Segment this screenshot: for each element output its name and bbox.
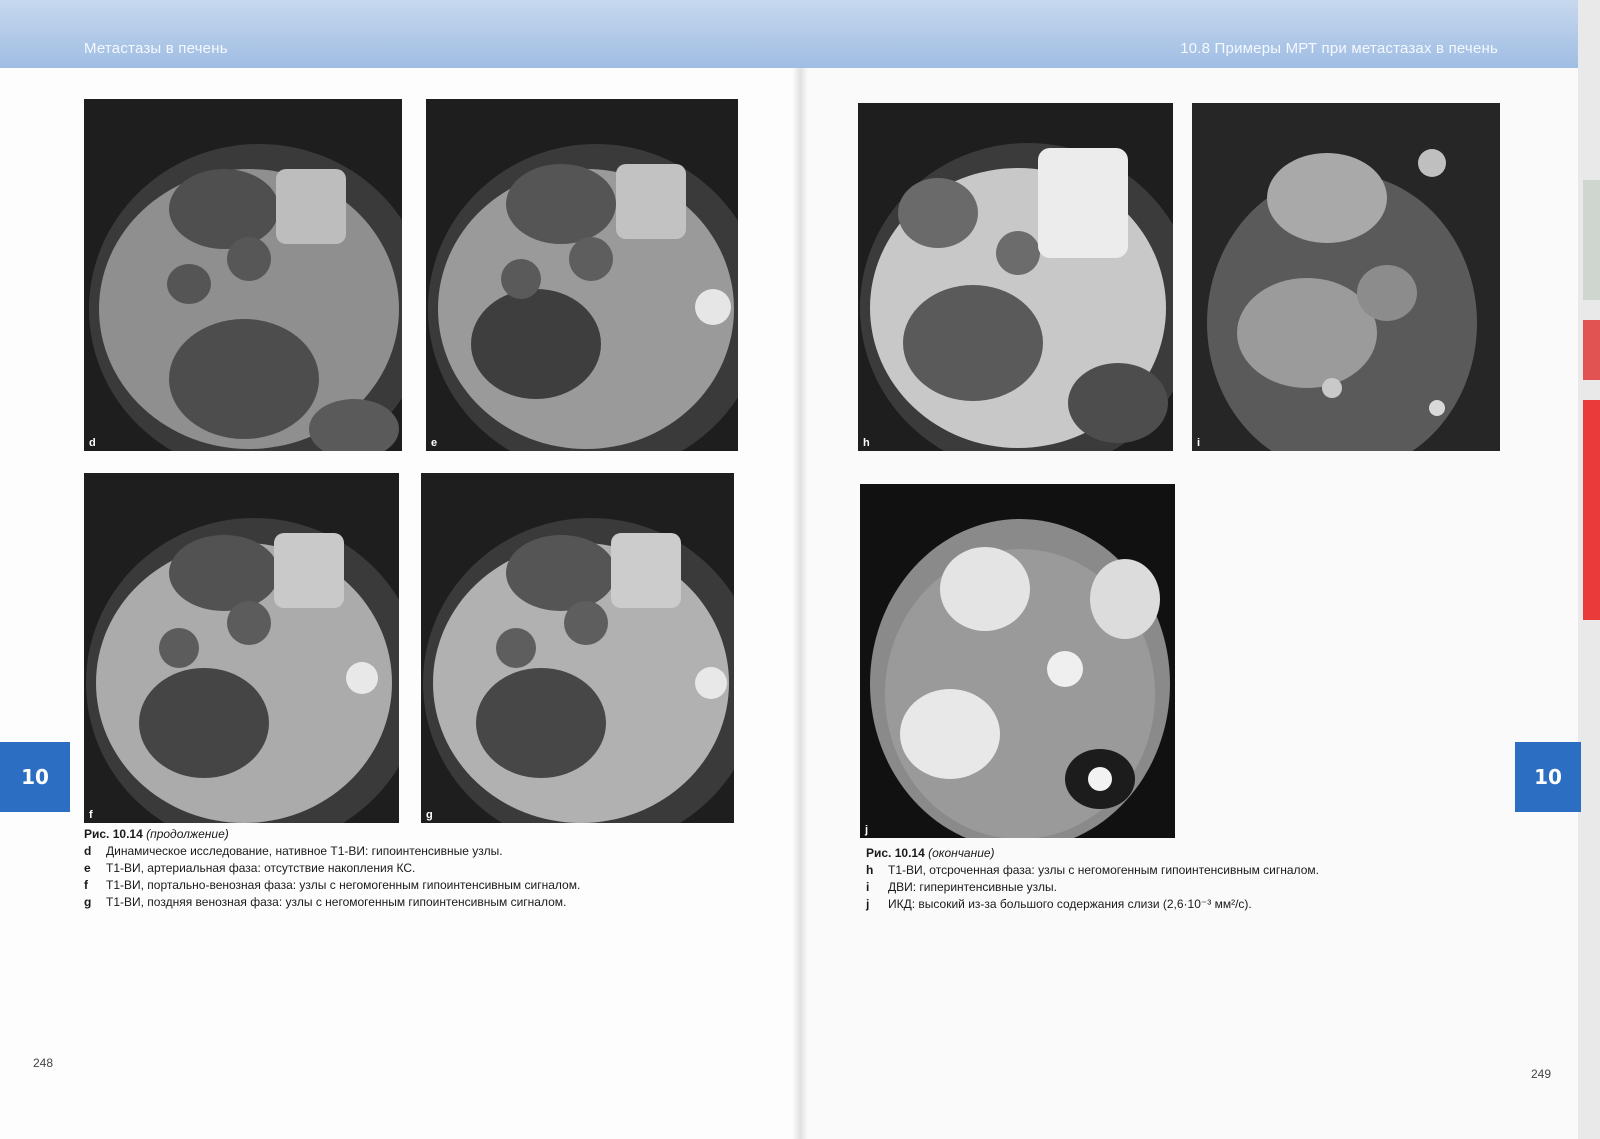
mri-panel-i bbox=[1192, 103, 1500, 451]
page-number-left: 248 bbox=[33, 1056, 54, 1070]
panel-label-f: f bbox=[89, 809, 93, 821]
book-gutter bbox=[792, 0, 808, 1139]
mri-image-g bbox=[421, 473, 734, 823]
caption-item-text: ИКД: высокий из-за большого содержания слизи (2,6·10⁻³ мм²/с). bbox=[888, 897, 1252, 911]
caption-item-key: h bbox=[866, 863, 874, 877]
figure-caption-left bbox=[84, 826, 724, 911]
chapter-tab-right: 10 bbox=[1515, 742, 1581, 812]
mri-panel-h bbox=[858, 103, 1173, 451]
caption-item-text: Т1-ВИ, артериальная фаза: отсутствие накопления КС. bbox=[106, 861, 416, 875]
mri-panel-g bbox=[421, 473, 734, 823]
caption-item bbox=[866, 862, 1506, 879]
caption-item-key: d bbox=[84, 844, 92, 858]
panel-label-e: e bbox=[431, 437, 438, 449]
caption-item-key: f bbox=[84, 878, 88, 892]
caption-item-text: Т1-ВИ, отсроченная фаза: узлы с негомогенным гипоинтенсивным сигналом. bbox=[888, 863, 1319, 877]
panel-label-d: d bbox=[89, 437, 96, 449]
left-running-header bbox=[0, 0, 800, 68]
mri-image-e bbox=[426, 99, 738, 451]
mri-panel-e bbox=[426, 99, 738, 451]
caption-note: (окончание) bbox=[928, 846, 995, 860]
caption-heading bbox=[866, 845, 1506, 862]
edge-marker-grey bbox=[1583, 180, 1600, 300]
panel-label-i: i bbox=[1197, 437, 1201, 449]
panel-label-g: g bbox=[426, 809, 433, 821]
caption-item-text: Т1-ВИ, поздняя венозная фаза: узлы с негомогенным гипоинтенсивным сигналом. bbox=[106, 895, 567, 909]
caption-figure-number: Рис. 10.14 bbox=[84, 827, 143, 841]
caption-item bbox=[84, 843, 724, 860]
caption-item-key: g bbox=[84, 895, 92, 909]
caption-item bbox=[84, 860, 724, 877]
left-header-title: Метастазы в печень bbox=[84, 40, 228, 57]
caption-item-key: i bbox=[866, 880, 870, 894]
caption-item bbox=[84, 877, 724, 894]
caption-note: (продолжение) bbox=[146, 827, 229, 841]
edge-marker-red bbox=[1583, 320, 1600, 380]
caption-heading bbox=[84, 826, 724, 843]
figure-caption-right bbox=[866, 845, 1506, 913]
caption-item-text: ДВИ: гиперинтенсивные узлы. bbox=[888, 880, 1058, 894]
mri-image-j bbox=[860, 484, 1175, 838]
mri-image-f bbox=[84, 473, 399, 823]
panel-label-j: j bbox=[865, 824, 869, 836]
caption-item-key: e bbox=[84, 861, 91, 875]
caption-item bbox=[866, 879, 1506, 896]
mri-image-d bbox=[84, 99, 402, 451]
mri-image-h bbox=[858, 103, 1173, 451]
right-header-title: 10.8 Примеры МРТ при метастазах в печень bbox=[1180, 40, 1498, 57]
caption-figure-number: Рис. 10.14 bbox=[866, 846, 925, 860]
caption-item-text: Т1-ВИ, портально-венозная фаза: узлы с негомогенным гипоинтенсивным сигналом. bbox=[106, 878, 581, 892]
mri-image-i bbox=[1192, 103, 1500, 451]
caption-item-text: Динамическое исследование, нативное Т1-ВИ: гипоинтенсивные узлы. bbox=[106, 844, 503, 858]
right-running-header bbox=[800, 0, 1578, 68]
chapter-tab-left: 10 bbox=[0, 742, 70, 812]
edge-marker-red bbox=[1583, 400, 1600, 620]
caption-item bbox=[866, 896, 1506, 913]
page-number-right: 249 bbox=[1531, 1067, 1552, 1081]
mri-panel-d bbox=[84, 99, 402, 451]
mri-panel-f bbox=[84, 473, 399, 823]
caption-item-key: j bbox=[866, 897, 870, 911]
panel-label-h: h bbox=[863, 437, 870, 449]
caption-item bbox=[84, 894, 724, 911]
mri-panel-j bbox=[860, 484, 1175, 838]
